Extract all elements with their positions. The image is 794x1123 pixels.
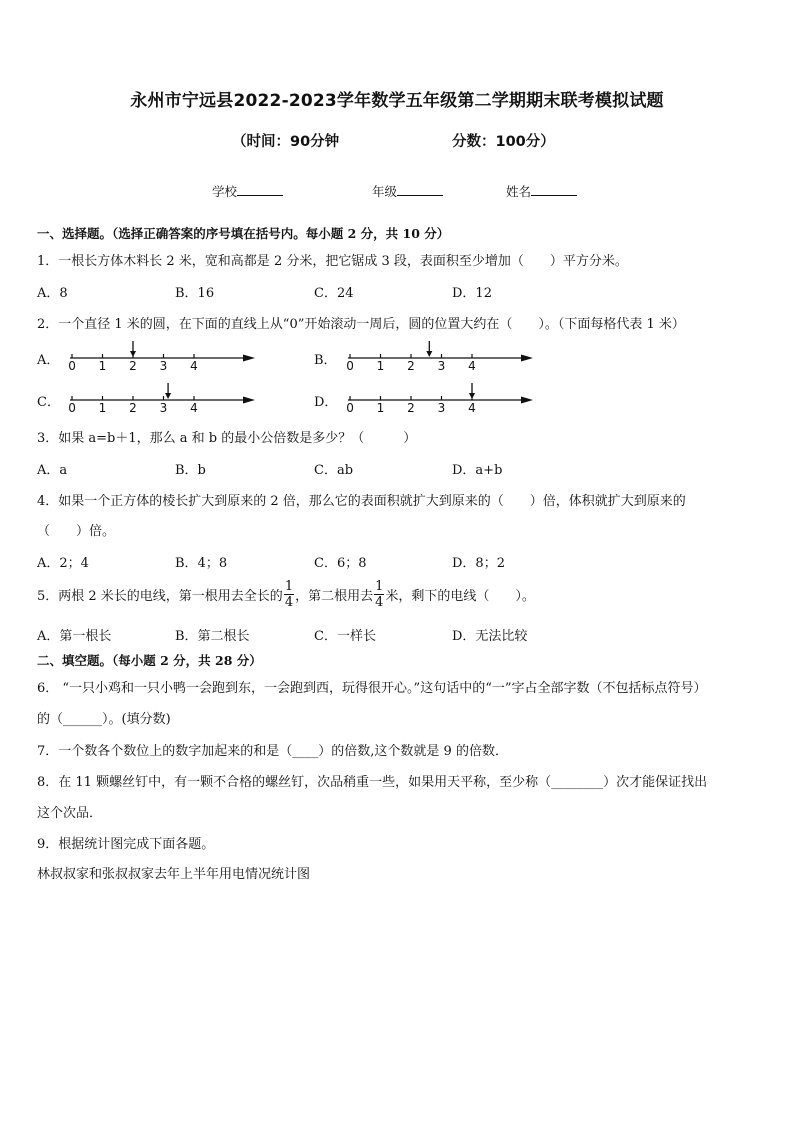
q2-label-a: A． — [37, 353, 60, 368]
q2-text: 2．一个直径 1 米的圆，在下面的直线上从“0”开始滚动一周后，圆的位置大约在（ ）。（下面每格代表 1 米） — [37, 317, 685, 332]
fraction-denominator: 4 — [284, 595, 294, 610]
down-arrow-icon — [469, 393, 475, 399]
q4-option-d: D．8；2 — [452, 556, 505, 571]
grade-field — [372, 182, 443, 200]
q3-option-a: A．a — [37, 463, 68, 478]
q5-text — [37, 579, 535, 610]
tick-label: 3 — [437, 359, 446, 373]
q5-option-a: A．第一根长 — [37, 629, 112, 644]
q8-text-line1: 8．在 11 颗螺丝钉中，有一颗不合格的螺丝钉，次品稍重一些，如果用天平称，至少称（________）次才能保证找出 — [37, 775, 708, 790]
q7-text: 7．一个数各个数位上的数字加起来的和是（____）的倍数,这个数就是 9 的倍数． — [37, 744, 508, 759]
q1-text: 1．一根长方体木料长 2 米，宽和高都是 2 分米，把它锯成 3 段，表面积至少增加（ ）平方分米。 — [37, 254, 628, 269]
axis-arrowhead-icon — [521, 397, 533, 404]
q4-option-c: C．6；8 — [314, 556, 367, 571]
axis-arrowhead-icon — [243, 397, 255, 404]
tick-label: 4 — [190, 359, 198, 373]
tick-label: 4 — [190, 401, 198, 415]
name-field — [506, 182, 577, 200]
down-arrow-icon — [165, 393, 171, 399]
q1-option-b: B．16 — [175, 286, 215, 301]
q3-option-b: B．b — [175, 463, 206, 478]
school-field — [212, 182, 283, 200]
tick-label: 2 — [407, 401, 415, 415]
tick-label: 3 — [437, 401, 446, 415]
q3-option-c: C．ab — [314, 463, 354, 478]
q2-label-b: B． — [314, 353, 337, 368]
tick-label: 0 — [346, 359, 354, 373]
section1-heading: 一、选择题。（选择正确答案的序号填在括号内。每小题 2 分，共 10 分） — [37, 226, 450, 241]
exam-score: 分数：100分） — [452, 134, 555, 150]
q8-text-line2: 这个次品． — [37, 806, 103, 821]
q1-option-d: D．12 — [452, 286, 492, 301]
axis-arrowhead-icon — [243, 355, 255, 362]
q4-option-b: B．4；8 — [175, 556, 228, 571]
number-line-b — [348, 340, 538, 374]
section2-heading: 二、填空题。（每小题 2 分，共 28 分） — [37, 653, 262, 668]
school-blank — [237, 183, 283, 196]
tick-label: 3 — [159, 401, 168, 415]
q4-text-line2: （ ）倍。 — [37, 524, 116, 539]
q4-text-line1: 4．如果一个正方体的棱长扩大到原来的 2 倍，那么它的表面积就扩大到原来的（ ）倍，体积就扩大到原来的 — [37, 494, 686, 509]
fraction-numerator: 1 — [284, 579, 294, 594]
tick-label: 2 — [129, 359, 137, 373]
q5-option-b: B．第二根长 — [175, 629, 250, 644]
q5-fraction-2 — [374, 579, 384, 610]
grade-label: 年级 — [372, 184, 398, 199]
q5-option-d: D．无法比较 — [452, 629, 528, 644]
page-title: 永州市宁远县2022-2023学年数学五年级第二学期期末联考模拟试题 — [130, 91, 664, 111]
q5-part2: ，第二根用去 — [295, 589, 374, 604]
tick-label: 1 — [376, 401, 385, 415]
chart-title: 林叔叔家和张叔叔家去年上半年用电情况统计图 — [37, 867, 311, 882]
tick-label: 0 — [68, 359, 76, 373]
down-arrow-icon — [426, 351, 432, 357]
tick-label: 1 — [376, 359, 385, 373]
number-line-c — [70, 382, 260, 416]
q9-text: 9．根据统计图完成下面各题。 — [37, 837, 215, 852]
name-label: 姓名 — [506, 184, 532, 199]
tick-label: 0 — [68, 401, 76, 415]
q4-option-a: A．2；4 — [37, 556, 89, 571]
q1-option-c: C．24 — [314, 286, 354, 301]
tick-label: 3 — [159, 359, 168, 373]
q5-fraction-1 — [284, 579, 294, 610]
q2-label-d: D． — [314, 395, 338, 410]
number-line-a — [70, 340, 260, 374]
axis-arrowhead-icon — [521, 355, 533, 362]
fraction-numerator: 1 — [375, 579, 384, 594]
tick-label: 1 — [98, 359, 107, 373]
number-line-d — [348, 382, 538, 416]
down-arrow-icon — [130, 351, 136, 357]
fraction-denominator: 4 — [375, 595, 384, 610]
q2-label-c: C． — [37, 395, 60, 410]
tick-label: 2 — [407, 359, 415, 373]
tick-label: 0 — [346, 401, 354, 415]
tick-label: 2 — [129, 401, 137, 415]
q3-option-d: D．a+b — [452, 463, 503, 478]
q5-part3: 米，剩下的电线（ ）。 — [385, 589, 535, 604]
grade-blank — [397, 183, 443, 196]
q6-text-line2: 的（______）。(填分数) — [37, 712, 171, 727]
school-label: 学校 — [212, 184, 238, 199]
tick-label: 4 — [468, 401, 476, 415]
q6-text-line1: 6． “一只小鸡和一只小鸭一会跑到东，一会跑到西，玩得很开心。”这句话中的“一”字占全部字数（不包括标点符号） — [37, 681, 707, 696]
name-blank — [531, 183, 577, 196]
q5-option-c: C．一样长 — [314, 629, 376, 644]
exam-time: （时间：90分钟 — [232, 134, 340, 150]
q1-option-a: A．8 — [37, 286, 68, 301]
tick-label: 4 — [468, 359, 476, 373]
q3-text: 3．如果 a=b＋1，那么 a 和 b 的最小公倍数是多少？（ ） — [37, 431, 417, 446]
q5-part1: 5．两根 2 米长的电线，第一根用去全长的 — [37, 589, 283, 604]
tick-label: 1 — [98, 401, 107, 415]
